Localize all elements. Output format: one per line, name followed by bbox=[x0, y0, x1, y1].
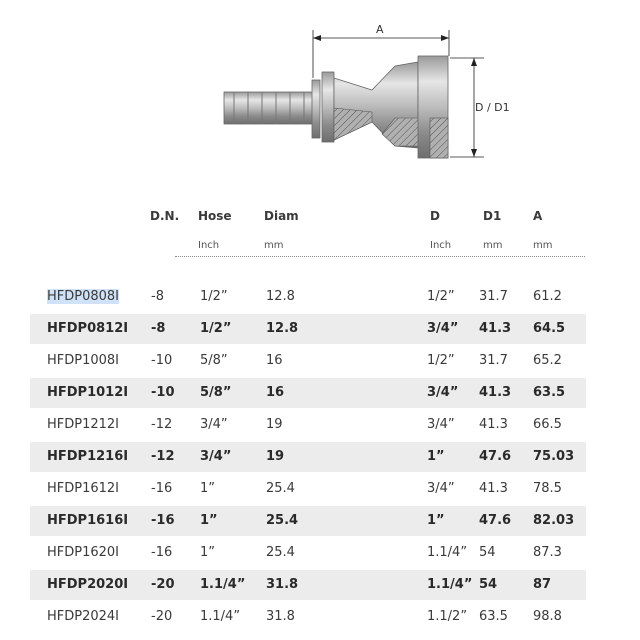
a-value: 63.5 bbox=[533, 385, 566, 400]
unit-hose: Inch bbox=[198, 240, 220, 251]
table-row bbox=[30, 538, 586, 568]
dn-value: -8 bbox=[151, 289, 164, 304]
d1-value: 41.3 bbox=[479, 321, 512, 336]
header-a: A bbox=[533, 209, 543, 223]
part-code: HFDP1212I bbox=[47, 417, 120, 432]
unit-d1: mm bbox=[483, 240, 503, 251]
diam-value: 19 bbox=[266, 417, 283, 432]
hose-value: 5/8” bbox=[200, 353, 228, 368]
part-code: HFDP1012I bbox=[47, 385, 129, 400]
dn-value: -10 bbox=[151, 353, 173, 368]
a-value: 98.8 bbox=[533, 609, 562, 624]
hose-value: 1/2” bbox=[200, 321, 232, 336]
d-value: 3/4” bbox=[427, 321, 459, 336]
hose-value: 1/2” bbox=[200, 289, 228, 304]
d-value: 1.1/4” bbox=[427, 545, 468, 560]
dimension-d-label: D / D1 bbox=[475, 101, 510, 114]
header-hose: Hose bbox=[198, 209, 232, 223]
header-dn: D.N. bbox=[150, 209, 180, 223]
dimension-d bbox=[450, 58, 510, 157]
table-row bbox=[30, 570, 586, 600]
table-row bbox=[30, 314, 586, 344]
table-row bbox=[30, 442, 586, 472]
d1-value: 41.3 bbox=[479, 417, 508, 432]
fitting-drawing bbox=[0, 0, 640, 200]
dn-value: -16 bbox=[151, 513, 175, 528]
dn-value: -16 bbox=[151, 481, 173, 496]
diam-value: 19 bbox=[266, 449, 285, 464]
dn-value: -16 bbox=[151, 545, 173, 560]
d-value: 3/4” bbox=[427, 481, 455, 496]
part-code: HFDP1616I bbox=[47, 513, 129, 528]
table-row bbox=[30, 346, 586, 376]
diam-value: 25.4 bbox=[266, 513, 299, 528]
d1-value: 54 bbox=[479, 577, 498, 592]
diam-value: 12.8 bbox=[266, 321, 299, 336]
d-value: 1/2” bbox=[427, 289, 455, 304]
a-value: 61.2 bbox=[533, 289, 562, 304]
dn-value: -20 bbox=[151, 577, 175, 592]
part-code: HFDP1620I bbox=[47, 545, 120, 560]
d-value: 3/4” bbox=[427, 385, 459, 400]
hose-value: 1” bbox=[200, 545, 216, 560]
dn-value: -12 bbox=[151, 417, 173, 432]
d-value: 3/4” bbox=[427, 417, 455, 432]
hose-value: 1.1/4” bbox=[200, 577, 246, 592]
d-value: 1” bbox=[427, 513, 445, 528]
part-code: HFDP1612I bbox=[47, 481, 120, 496]
a-value: 78.5 bbox=[533, 481, 562, 496]
d1-value: 47.6 bbox=[479, 513, 512, 528]
part-code: HFDP0812I bbox=[47, 321, 129, 336]
diam-value: 25.4 bbox=[266, 481, 295, 496]
table-row bbox=[30, 410, 586, 440]
header-d: D bbox=[430, 209, 440, 223]
diam-value: 16 bbox=[266, 385, 285, 400]
header-d1: D1 bbox=[483, 209, 502, 223]
dn-value: -10 bbox=[151, 385, 175, 400]
a-value: 65.2 bbox=[533, 353, 562, 368]
diam-value: 25.4 bbox=[266, 545, 295, 560]
table-row bbox=[30, 506, 586, 536]
table-row bbox=[30, 282, 586, 312]
part-code: HFDP1216I bbox=[47, 449, 129, 464]
hose-value: 3/4” bbox=[200, 417, 228, 432]
part-code: HFDP2020I bbox=[47, 577, 129, 592]
table-row bbox=[30, 378, 586, 408]
a-value: 87.3 bbox=[533, 545, 562, 560]
d1-value: 63.5 bbox=[479, 609, 508, 624]
d-value: 1.1/4” bbox=[427, 577, 473, 592]
dn-value: -20 bbox=[151, 609, 173, 624]
hose-tail bbox=[224, 92, 314, 124]
hose-value: 3/4” bbox=[200, 449, 232, 464]
a-value: 66.5 bbox=[533, 417, 562, 432]
diam-value: 31.8 bbox=[266, 577, 299, 592]
diam-value: 16 bbox=[266, 353, 283, 368]
d1-value: 41.3 bbox=[479, 385, 512, 400]
dn-value: -12 bbox=[151, 449, 175, 464]
d1-value: 31.7 bbox=[479, 289, 508, 304]
d-value: 1.1/2” bbox=[427, 609, 468, 624]
d-value: 1/2” bbox=[427, 353, 455, 368]
diam-value: 31.8 bbox=[266, 609, 295, 624]
d1-value: 47.6 bbox=[479, 449, 512, 464]
dn-value: -8 bbox=[151, 321, 166, 336]
hose-value: 1” bbox=[200, 481, 216, 496]
part-code: HFDP1008I bbox=[47, 353, 120, 368]
part-code[interactable]: HFDP0808I bbox=[47, 289, 120, 304]
dimension-a-label: A bbox=[376, 23, 384, 36]
table-row bbox=[30, 474, 586, 504]
d1-value: 54 bbox=[479, 545, 496, 560]
collar bbox=[312, 72, 334, 142]
header-divider bbox=[175, 256, 585, 257]
d1-value: 31.7 bbox=[479, 353, 508, 368]
d-value: 1” bbox=[427, 449, 445, 464]
header-diam: Diam bbox=[264, 209, 299, 223]
hose-value: 1.1/4” bbox=[200, 609, 241, 624]
hose-value: 5/8” bbox=[200, 385, 232, 400]
a-value: 75.03 bbox=[533, 449, 575, 464]
unit-d: Inch bbox=[430, 240, 452, 251]
a-value: 82.03 bbox=[533, 513, 575, 528]
a-value: 87 bbox=[533, 577, 552, 592]
diam-value: 12.8 bbox=[266, 289, 295, 304]
part-code: HFDP2024I bbox=[47, 609, 120, 624]
unit-a: mm bbox=[533, 240, 553, 251]
unit-diam: mm bbox=[264, 240, 284, 251]
d1-value: 41.3 bbox=[479, 481, 508, 496]
table-row bbox=[30, 602, 586, 632]
hose-value: 1” bbox=[200, 513, 218, 528]
flange-head bbox=[418, 56, 448, 158]
a-value: 64.5 bbox=[533, 321, 566, 336]
